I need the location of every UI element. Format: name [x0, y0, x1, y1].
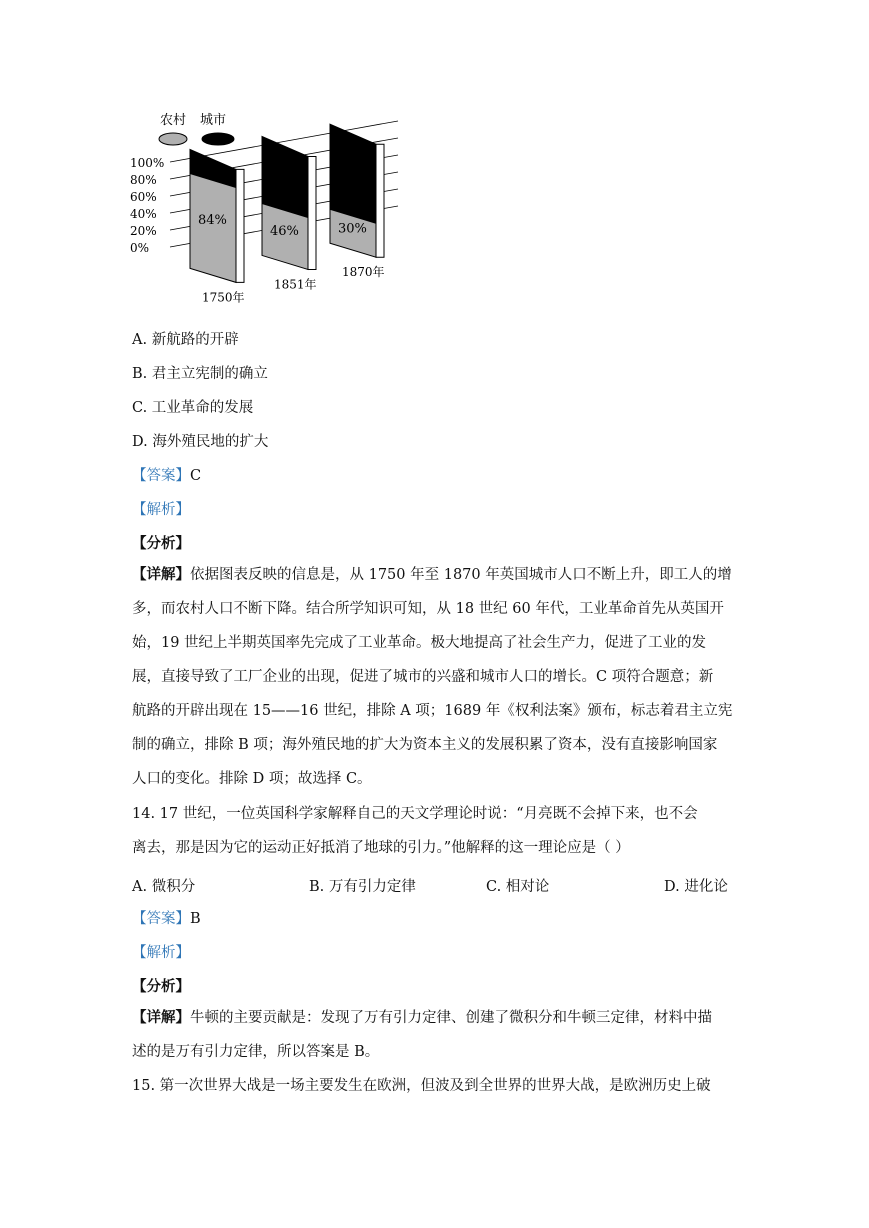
chart-legend — [159, 112, 234, 145]
legend-swatch-urban — [202, 133, 234, 145]
legend-label-rural: 农村 — [160, 113, 187, 128]
q13-analysis-tag: 【解析】 — [132, 502, 190, 518]
answer-value: C — [190, 468, 202, 484]
y-axis-ticks — [130, 156, 164, 255]
detail-line: 人口的变化。排除 D 项；故选择 C。 — [132, 771, 372, 787]
q13-fenxi-tag: 【分析】 — [132, 535, 190, 552]
bar-side — [308, 156, 316, 269]
q14-option-a: A. 微积分 — [132, 879, 196, 895]
detail-line: 多，而农村人口不断下降。结合所学知识可知，从 18 世纪 60 年代，工业革命首先从英国开 — [132, 601, 724, 617]
q13-option-d: D. 海外殖民地的扩大 — [132, 434, 269, 450]
q14-detail — [132, 1001, 737, 1069]
bar-data-label: 30% — [338, 221, 367, 237]
y-tick-label: 60% — [130, 190, 157, 204]
q14-fenxi-tag: 【分析】 — [132, 978, 190, 995]
legend-swatch-rural — [159, 133, 187, 145]
q14-option-d: D. 进化论 — [664, 879, 728, 895]
q14-answer — [132, 909, 201, 929]
q13-option-b: B. 君主立宪制的确立 — [132, 366, 268, 382]
q14-stem — [132, 797, 737, 865]
x-tick-label: 1851年 — [274, 277, 317, 292]
answer-tag: 【答案】 — [132, 468, 190, 484]
stem-line: 离去，那是因为它的运动正好抵消了地球的引力。”他解释的这一理论应是（ ） — [132, 840, 630, 856]
bar-side — [236, 169, 244, 282]
q13-detail — [132, 558, 737, 796]
answer-value: B — [190, 911, 201, 927]
y-tick-label: 100% — [130, 156, 165, 170]
detail-line: 【详解】牛顿的主要贡献是：发现了万有引力定律、创建了微积分和牛顿三定律，材料中描 — [132, 1009, 712, 1026]
detail-line: 制的确立，排除 B 项；海外殖民地的扩大为资本主义的发展积累了资本，没有直接影响国家 — [132, 737, 718, 753]
bar-urban — [330, 124, 376, 223]
y-tick-label: 80% — [130, 173, 157, 187]
legend-label-urban: 城市 — [200, 113, 227, 128]
detail-line: 展，直接导致了工厂企业的出现，促进了城市的兴盛和城市人口的增长。C 项符合题意；新 — [132, 669, 714, 685]
detail-line: 述的是万有引力定律，所以答案是 B。 — [132, 1044, 380, 1060]
stem-line: 15. 第一次世界大战是一场主要发生在欧洲，但波及到全世界的世界大战，是欧洲历史上破 — [132, 1078, 711, 1094]
answer-tag: 【答案】 — [132, 911, 190, 927]
q13-answer — [132, 466, 201, 486]
detail-line: 【详解】依据图表反映的信息是，从 1750 年至 1870 年英国城市人口不断上升，即工人的增 — [132, 566, 732, 583]
q15-stem — [132, 1069, 737, 1103]
q14-analysis-tag: 【解析】 — [132, 945, 190, 961]
q14-option-c: C. 相对论 — [486, 879, 550, 895]
bar-data-label: 46% — [270, 223, 299, 239]
q14-option-b: B. 万有引力定律 — [309, 879, 416, 895]
detail-line: 航路的开辟出现在 15——16 世纪，排除 A 项；1689 年《权利法案》颁布，标志着君主立宪 — [132, 703, 733, 719]
x-tick-label: 1870年 — [342, 265, 385, 280]
detail-tag: 【详解】 — [132, 1009, 190, 1026]
y-tick-label: 0% — [130, 241, 150, 255]
bar-data-label: 84% — [198, 213, 227, 229]
stem-line: 14. 17 世纪，一位英国科学家解释自己的天文学理论时说：“月亮既不会掉下来，也不会 — [132, 806, 698, 822]
y-tick-label: 20% — [130, 224, 157, 238]
detail-tag: 【详解】 — [132, 566, 190, 583]
q13-option-c: C. 工业革命的发展 — [132, 400, 254, 416]
detail-line: 始，19 世纪上半期英国率先完成了工业革命。极大地提高了社会生产力，促进了工业的发 — [132, 635, 707, 651]
bar-side — [376, 144, 384, 257]
population-chart — [128, 104, 408, 305]
q13-option-a: A. 新航路的开辟 — [132, 332, 239, 348]
y-tick-label: 40% — [130, 207, 157, 221]
x-tick-label: 1750年 — [202, 290, 245, 305]
chart-bars — [190, 124, 384, 282]
